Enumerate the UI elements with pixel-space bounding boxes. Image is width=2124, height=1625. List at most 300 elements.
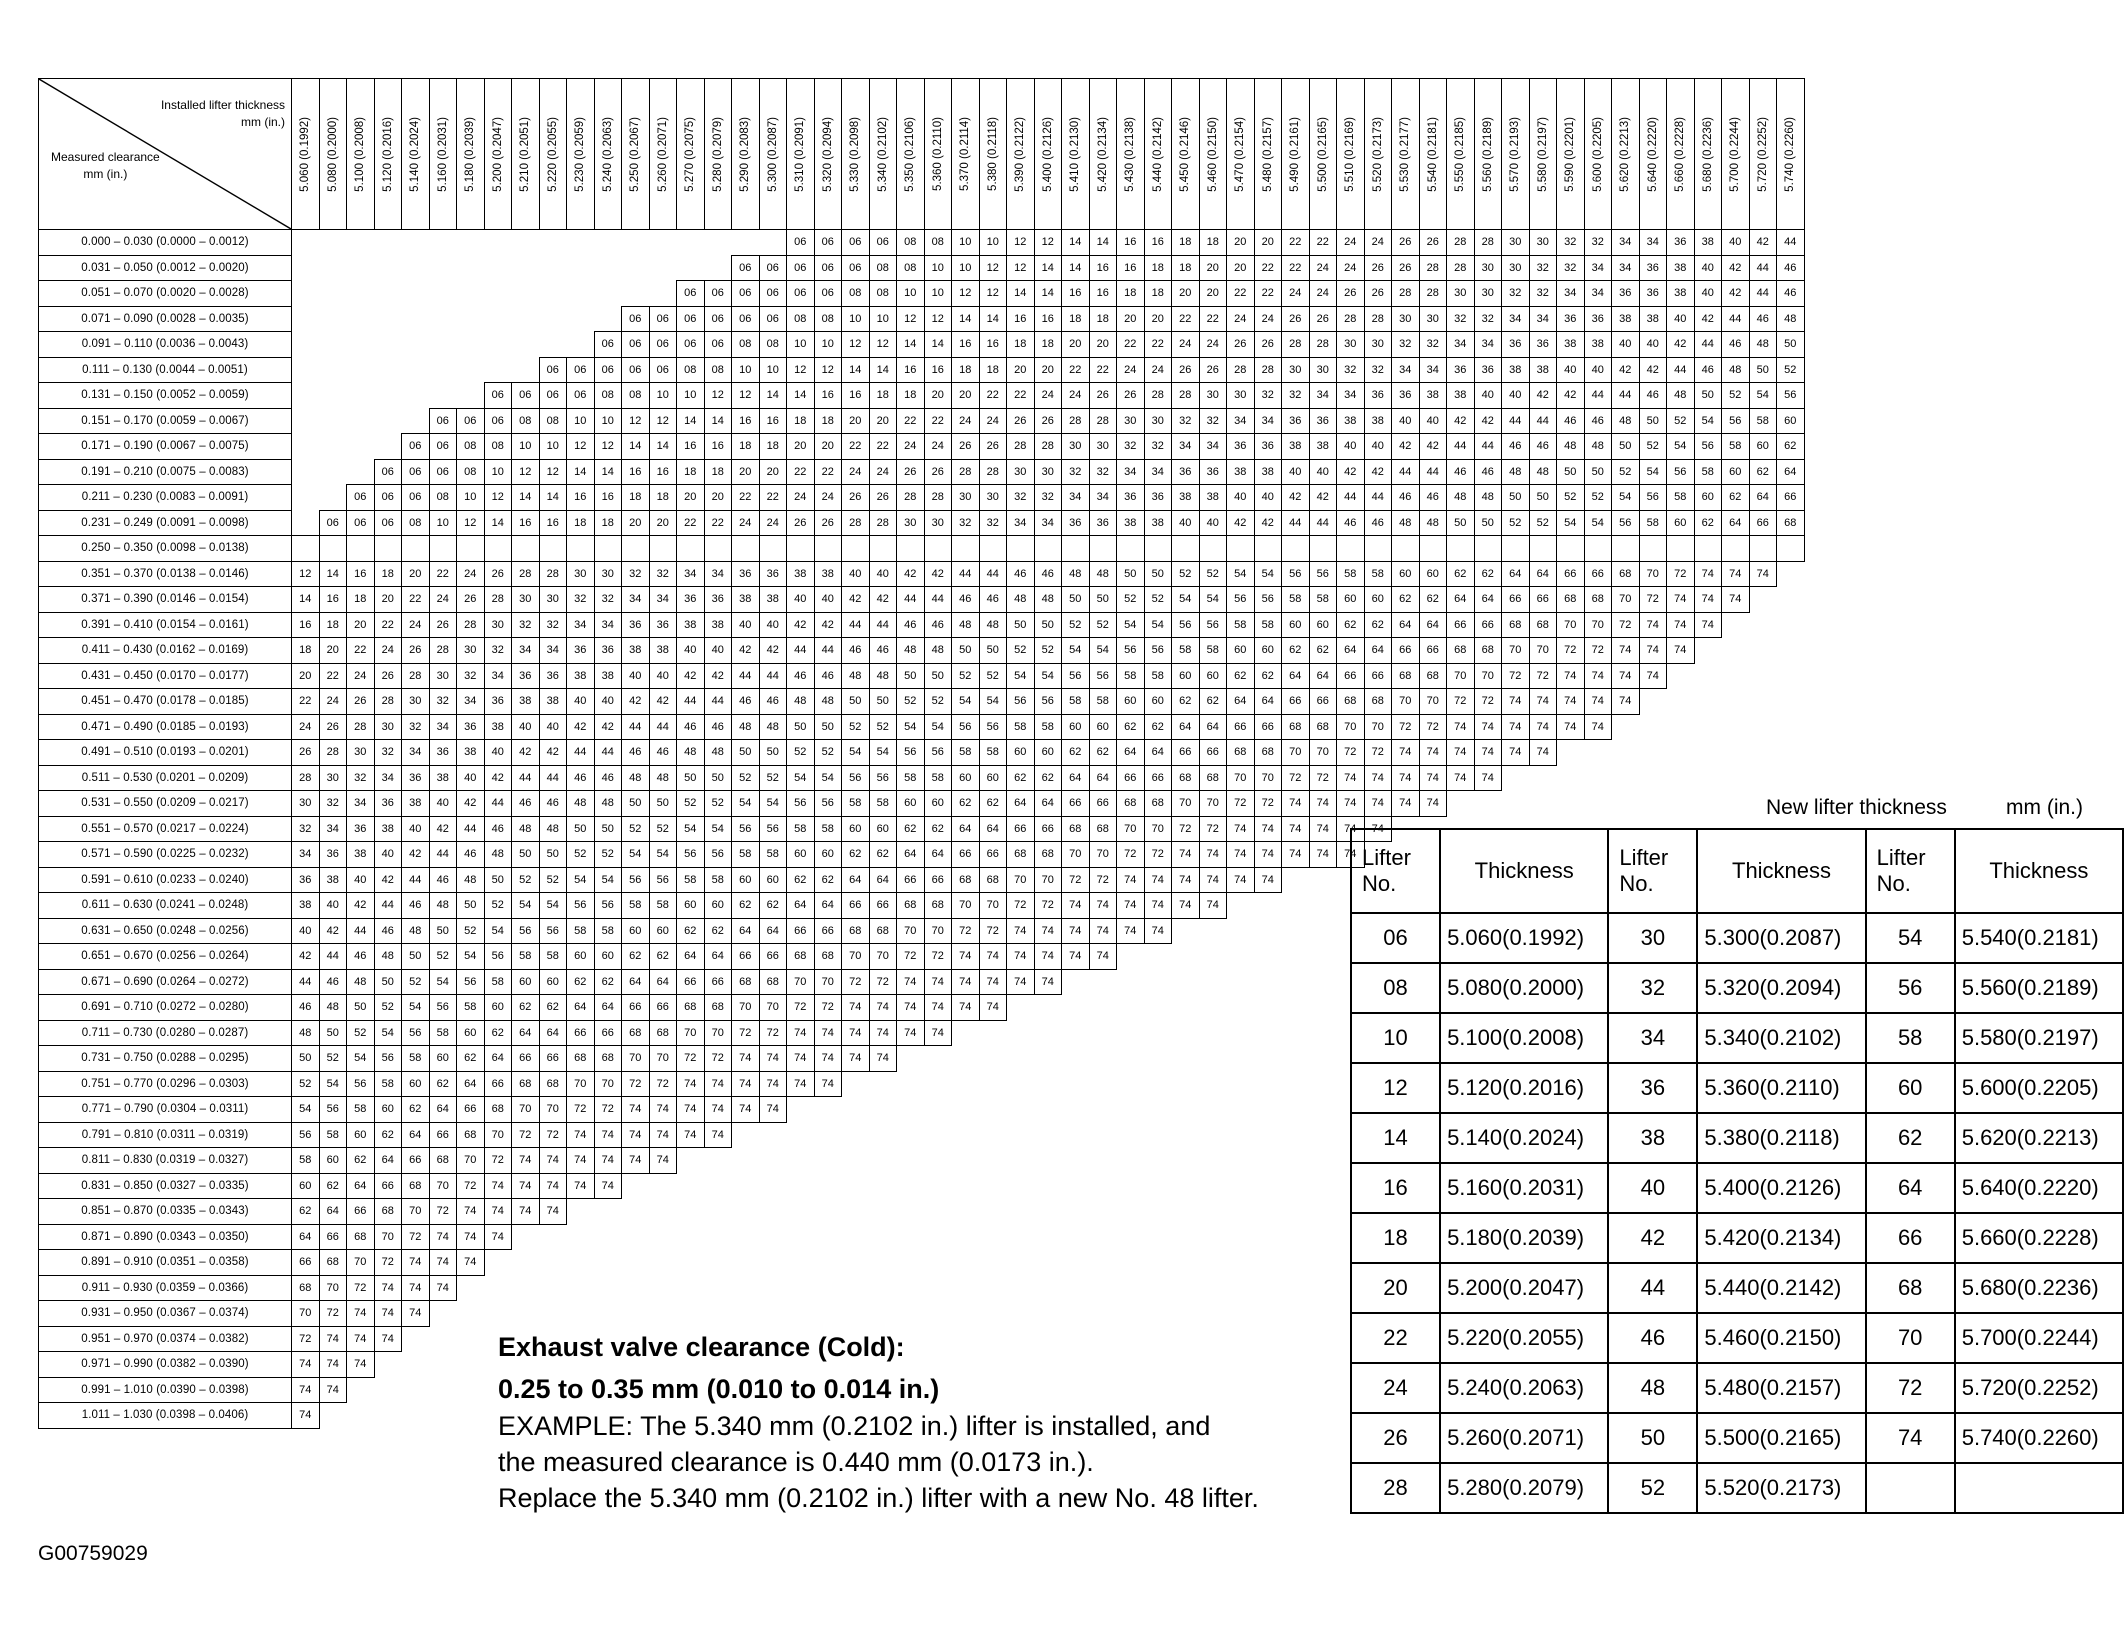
lifter-no-cell: 38 (1608, 1113, 1697, 1163)
empty-cell (649, 1250, 677, 1276)
lifter-number-cell: 10 (484, 459, 512, 485)
lifter-number-cell: 46 (677, 714, 705, 740)
table-row (39, 561, 1805, 587)
lifter-number-cell: 16 (842, 383, 870, 409)
lifter-number-cell: 60 (1117, 689, 1145, 715)
lifter-number-cell: 46 (1447, 459, 1475, 485)
lifter-number-cell: 48 (539, 816, 567, 842)
lifter-number-cell: 32 (1007, 485, 1035, 511)
lifter-number-cell: 08 (429, 485, 457, 511)
thickness-cell: 5.680(0.2236) (1955, 1263, 2123, 1313)
lifter-number-cell: 34 (1144, 459, 1172, 485)
lifter-number-cell: 62 (594, 969, 622, 995)
lifter-number-cell: 74 (1034, 944, 1062, 970)
empty-cell (429, 281, 457, 307)
lifter-number-cell: 74 (319, 1352, 347, 1378)
lifter-number-cell: 34 (1502, 306, 1530, 332)
lifter-number-cell: 72 (704, 1046, 732, 1072)
lifter-number-cell: 68 (1227, 740, 1255, 766)
lifter-number-cell: 12 (1034, 230, 1062, 256)
empty-cell (1667, 740, 1695, 766)
lifter-number-cell: 68 (457, 1122, 485, 1148)
empty-cell (1172, 1122, 1200, 1148)
lifter-number-cell: 30 (429, 663, 457, 689)
lifter-number-cell: 74 (1474, 765, 1502, 791)
empty-cell (484, 230, 512, 256)
installed-thickness-column-header (1529, 79, 1557, 230)
lifter-number-cell: 32 (1337, 357, 1365, 383)
lifter-number-cell: 38 (1612, 306, 1640, 332)
lifter-number-cell: 20 (402, 561, 430, 587)
empty-cell (1309, 918, 1337, 944)
measured-clearance-label: 0.250 – 0.350 (0.0098 – 0.0138) (39, 536, 292, 562)
thickness-cell: 5.220(0.2055) (1440, 1313, 1608, 1363)
lifter-number-cell: 60 (1254, 638, 1282, 664)
lifter-number-cell: 48 (979, 612, 1007, 638)
empty-cell (374, 332, 402, 358)
lifter-number-cell: 06 (759, 306, 787, 332)
lifter-number-cell: 12 (1007, 230, 1035, 256)
empty-cell (814, 1148, 842, 1174)
empty-cell (979, 1224, 1007, 1250)
empty-cell (402, 408, 430, 434)
lifter-number-cell (567, 536, 595, 562)
thickness-cell: 5.080(0.2000) (1440, 963, 1608, 1013)
lifter-number-cell: 68 (732, 969, 760, 995)
lifter-number-cell: 62 (897, 816, 925, 842)
lifter-number-cell: 52 (512, 867, 540, 893)
lifter-number-cell: 44 (512, 765, 540, 791)
lifter-number-cell: 58 (1199, 638, 1227, 664)
lifter-number-cell (1227, 536, 1255, 562)
lifter-number-cell: 68 (869, 918, 897, 944)
lifter-number-cell: 48 (1474, 485, 1502, 511)
installed-thickness-column-header (814, 79, 842, 230)
empty-cell (347, 281, 375, 307)
lifter-number-cell: 50 (347, 995, 375, 1021)
lifter-number-cell: 38 (594, 663, 622, 689)
empty-cell (622, 1275, 650, 1301)
empty-cell (429, 306, 457, 332)
empty-cell (1694, 663, 1722, 689)
lifter-number-cell: 68 (1062, 816, 1090, 842)
empty-cell (1117, 1148, 1145, 1174)
lifter-number-cell: 60 (1034, 740, 1062, 766)
empty-cell (1309, 1224, 1337, 1250)
lifter-number-cell: 68 (1337, 689, 1365, 715)
lifter-number-cell: 50 (512, 842, 540, 868)
lifter-number-cell: 72 (1007, 893, 1035, 919)
empty-cell (484, 306, 512, 332)
lifter-number-cell: 34 (1557, 281, 1585, 307)
lifter-number-cell: 38 (1667, 255, 1695, 281)
lifter-number-cell: 18 (787, 408, 815, 434)
lifter-number-cell: 36 (1557, 306, 1585, 332)
lifter-number-cell: 74 (704, 1122, 732, 1148)
empty-cell (979, 1275, 1007, 1301)
empty-cell (1062, 1148, 1090, 1174)
lifter-number-cell: 52 (842, 714, 870, 740)
lifter-number-cell: 54 (347, 1046, 375, 1072)
empty-cell (1034, 1122, 1062, 1148)
lifter-number-cell: 60 (649, 918, 677, 944)
lifter-number-cell: 74 (1392, 791, 1420, 817)
lifter-number-cell: 70 (1612, 587, 1640, 613)
lifter-no-cell: 44 (1608, 1263, 1697, 1313)
empty-cell (622, 1199, 650, 1225)
lifter-number-cell: 12 (814, 357, 842, 383)
lifter-number-cell: 74 (1337, 842, 1365, 868)
installed-thickness-label (161, 97, 285, 131)
lifter-number-cell: 58 (952, 740, 980, 766)
lifter-number-cell: 52 (649, 816, 677, 842)
lifter-number-cell: 62 (759, 893, 787, 919)
lifter-number-cell: 56 (1227, 587, 1255, 613)
lifter-no-cell: 40 (1608, 1163, 1697, 1213)
lifter-number-cell: 36 (1667, 230, 1695, 256)
lifter-number-cell: 60 (952, 765, 980, 791)
lifter-number-cell: 28 (1447, 230, 1475, 256)
lifter-number-cell: 06 (402, 459, 430, 485)
empty-cell (512, 1275, 540, 1301)
lifter-no-cell: 06 (1351, 913, 1440, 963)
lifter-number-cell: 52 (1529, 510, 1557, 536)
empty-cell (1282, 918, 1310, 944)
lifter-number-cell: 72 (429, 1199, 457, 1225)
lifter-number-cell: 56 (869, 765, 897, 791)
lifter-number-cell (1309, 536, 1337, 562)
empty-cell (1447, 791, 1475, 817)
empty-cell (649, 1199, 677, 1225)
empty-cell (897, 1275, 925, 1301)
empty-cell (1254, 1071, 1282, 1097)
lifter-number-cell (374, 536, 402, 562)
lifter-number-cell: 70 (429, 1173, 457, 1199)
lifter-number-cell: 74 (1034, 918, 1062, 944)
lifter-number-cell: 66 (1584, 561, 1612, 587)
lifter-number-cell: 66 (1007, 816, 1035, 842)
lifter-number-cell: 66 (952, 842, 980, 868)
lifter-number-cell: 12 (512, 459, 540, 485)
lifter-number-cell: 74 (869, 995, 897, 1021)
lifter-number-cell: 74 (292, 1377, 320, 1403)
measured-clearance-label: 0.931 – 0.950 (0.0367 – 0.0374) (39, 1301, 292, 1327)
thickness-cell: 5.700(0.2244) (1955, 1313, 2123, 1363)
thickness-cell: 5.060(0.1992) (1440, 913, 1608, 963)
lifter-number-cell: 06 (704, 306, 732, 332)
lifter-number-cell (1007, 536, 1035, 562)
lifter-number-cell: 34 (594, 612, 622, 638)
corner-bottom-line: Measured clearance (51, 150, 160, 164)
empty-cell (292, 485, 320, 511)
lifter-number-cell: 60 (347, 1122, 375, 1148)
column-header-label: 5.370 (0.2114) (959, 117, 972, 191)
lifter-number-cell: 52 (979, 663, 1007, 689)
lifter-number-cell: 72 (1667, 561, 1695, 587)
lifter-number-cell: 52 (567, 842, 595, 868)
lifter-number-cell: 60 (374, 1097, 402, 1123)
lifter-number-cell: 70 (787, 969, 815, 995)
lifter-number-cell: 46 (539, 791, 567, 817)
lifter-number-cell: 70 (1034, 867, 1062, 893)
lifter-number-cell: 20 (622, 510, 650, 536)
lifter-number-cell: 40 (319, 893, 347, 919)
empty-cell (1254, 944, 1282, 970)
installed-thickness-column-header (429, 79, 457, 230)
empty-cell (567, 1275, 595, 1301)
empty-cell (374, 255, 402, 281)
lifter-number-cell: 06 (677, 281, 705, 307)
empty-cell (677, 1148, 705, 1174)
lifter-number-cell: 16 (732, 408, 760, 434)
lifter-number-cell: 70 (1227, 765, 1255, 791)
lifter-number-cell: 14 (539, 485, 567, 511)
empty-cell (402, 1352, 430, 1378)
lifter-number-cell: 74 (1584, 663, 1612, 689)
empty-cell (704, 1275, 732, 1301)
measured-clearance-label: 0.351 – 0.370 (0.0138 – 0.0146) (39, 561, 292, 587)
lifter-number-cell: 74 (512, 1148, 540, 1174)
empty-cell (484, 332, 512, 358)
lifter-number-cell: 54 (787, 765, 815, 791)
lifter-number-cell: 62 (1309, 638, 1337, 664)
lifter-number-cell: 46 (897, 612, 925, 638)
empty-cell (457, 1326, 485, 1352)
empty-cell (1694, 689, 1722, 715)
empty-cell (1172, 1224, 1200, 1250)
lifter-number-cell: 26 (1364, 281, 1392, 307)
empty-cell (1749, 638, 1777, 664)
empty-cell (897, 1071, 925, 1097)
lifter-number-cell: 40 (402, 816, 430, 842)
column-header-label: 5.120 (0.2016) (381, 116, 394, 192)
table-row (39, 638, 1805, 664)
column-header-label: 5.390 (0.2122) (1014, 116, 1027, 192)
empty-cell (484, 1275, 512, 1301)
measured-clearance-label: 0.211 – 0.230 (0.0083 – 0.0091) (39, 485, 292, 511)
lifter-number-cell: 66 (1337, 663, 1365, 689)
lifter-number-cell: 16 (1034, 306, 1062, 332)
empty-cell (1309, 1046, 1337, 1072)
lifter-number-cell: 18 (1172, 230, 1200, 256)
lifter-number-cell: 66 (1529, 587, 1557, 613)
lifter-number-cell: 32 (1419, 332, 1447, 358)
lifter-number-cell: 70 (1144, 816, 1172, 842)
empty-cell (402, 1377, 430, 1403)
lifter-number-cell: 18 (704, 459, 732, 485)
empty-cell (649, 255, 677, 281)
empty-cell (1062, 1071, 1090, 1097)
lifter-number-cell: 56 (704, 842, 732, 868)
lifter-number-cell: 72 (649, 1071, 677, 1097)
lifter-number-cell: 36 (1282, 408, 1310, 434)
column-header-label: 5.330 (0.2098) (849, 116, 862, 192)
lifter-number-cell: 58 (1364, 561, 1392, 587)
lifter-number-cell: 06 (677, 306, 705, 332)
empty-cell (622, 255, 650, 281)
lifter-number-cell: 48 (484, 842, 512, 868)
lifter-number-cell: 40 (1639, 332, 1667, 358)
lifter-number-cell: 20 (787, 434, 815, 460)
empty-cell (567, 1301, 595, 1327)
lifter-number-cell: 74 (649, 1148, 677, 1174)
lifter-number-cell: 74 (1364, 765, 1392, 791)
lifter-number-cell: 68 (1282, 714, 1310, 740)
lifter-number-cell: 74 (1639, 612, 1667, 638)
lifter-number-cell: 24 (1309, 281, 1337, 307)
figure-id: G00759029 (38, 1542, 148, 1565)
measured-clearance-label: 0.391 – 0.410 (0.0154 – 0.0161) (39, 612, 292, 638)
lifter-number-cell: 74 (347, 1352, 375, 1378)
table-row (1351, 1363, 2123, 1413)
lifter-number-cell: 66 (649, 995, 677, 1021)
lifter-number-cell: 64 (1447, 587, 1475, 613)
empty-cell (567, 255, 595, 281)
lifter-number-cell: 46 (374, 918, 402, 944)
lifter-number-cell: 56 (374, 1046, 402, 1072)
lifter-number-cell: 06 (567, 383, 595, 409)
column-header-label: 5.530 (0.2177) (1399, 116, 1412, 192)
lifter-number-cell: 66 (924, 867, 952, 893)
column-header-label: 5.080 (0.2000) (326, 116, 339, 192)
table-row (39, 536, 1805, 562)
lifter-number-cell: 56 (292, 1122, 320, 1148)
empty-cell (952, 1046, 980, 1072)
empty-cell (1254, 1250, 1282, 1276)
lifter-number-cell: 60 (1172, 663, 1200, 689)
empty-cell (1034, 1173, 1062, 1199)
lifter-number-cell: 10 (842, 306, 870, 332)
lifter-number-cell: 30 (1419, 306, 1447, 332)
column-header-label: 5.260 (0.2071) (656, 116, 669, 192)
lifter-number-cell: 08 (457, 459, 485, 485)
lifter-number-cell: 72 (457, 1173, 485, 1199)
lifter-number-cell: 38 (347, 842, 375, 868)
lifter-number-cell: 34 (1062, 485, 1090, 511)
lifter-number-cell: 44 (484, 791, 512, 817)
empty-cell (1282, 1301, 1310, 1327)
lifter-number-cell: 34 (1447, 332, 1475, 358)
lifter-number-cell: 74 (374, 1301, 402, 1327)
empty-cell (402, 230, 430, 256)
empty-cell (402, 1403, 430, 1429)
lifter-number-cell: 64 (1419, 612, 1447, 638)
measured-clearance-label: 0.991 – 1.010 (0.0390 – 0.0398) (39, 1377, 292, 1403)
lifter-number-cell: 74 (484, 1173, 512, 1199)
lifter-number-cell: 20 (952, 383, 980, 409)
lifter-number-cell: 40 (292, 918, 320, 944)
lifter-number-cell (1502, 536, 1530, 562)
lifter-number-cell: 72 (402, 1224, 430, 1250)
empty-cell (1282, 867, 1310, 893)
lifter-number-cell: 38 (814, 561, 842, 587)
empty-cell (292, 230, 320, 256)
table-row (39, 791, 1805, 817)
lifter-no-cell: 10 (1351, 1013, 1440, 1063)
lifter-number-cell: 50 (622, 791, 650, 817)
lifter-number-cell: 06 (539, 357, 567, 383)
lifter-number-cell: 60 (842, 816, 870, 842)
lifter-number-cell: 52 (402, 969, 430, 995)
lifter-number-cell: 26 (1309, 306, 1337, 332)
empty-cell (1667, 765, 1695, 791)
lifter-number-cell: 48 (402, 918, 430, 944)
lifter-number-cell: 24 (1337, 230, 1365, 256)
lifter-number-cell: 40 (704, 638, 732, 664)
lifter-number-cell: 62 (1447, 561, 1475, 587)
lifter-number-cell: 34 (484, 663, 512, 689)
lifter-number-cell: 64 (1364, 638, 1392, 664)
table-row (39, 434, 1805, 460)
lifter-number-cell: 74 (539, 1173, 567, 1199)
lifter-number-cell: 66 (1172, 740, 1200, 766)
empty-cell (429, 255, 457, 281)
thickness-cell: 5.280(0.2079) (1440, 1463, 1608, 1513)
lifter-number-cell: 68 (402, 1173, 430, 1199)
lifter-number-cell: 60 (869, 816, 897, 842)
empty-cell (1034, 1250, 1062, 1276)
empty-cell (1199, 969, 1227, 995)
lifter-number-cell: 34 (1089, 485, 1117, 511)
empty-cell (1584, 791, 1612, 817)
empty-cell (1199, 918, 1227, 944)
lifter-number-cell: 66 (292, 1250, 320, 1276)
lifter-number-cell: 36 (732, 561, 760, 587)
lifter-number-cell: 62 (1364, 612, 1392, 638)
empty-cell (319, 459, 347, 485)
lifter-number-cell: 64 (1749, 485, 1777, 511)
lifter-number-cell: 72 (1254, 791, 1282, 817)
lifter-number-cell: 36 (1172, 459, 1200, 485)
empty-cell (1749, 612, 1777, 638)
lifter-number-cell: 48 (1089, 561, 1117, 587)
lifter-number-cell: 24 (1254, 306, 1282, 332)
lifter-number-cell: 56 (1309, 561, 1337, 587)
column-header-label: 5.740 (0.2260) (1784, 116, 1797, 192)
empty-cell (484, 255, 512, 281)
lifter-number-cell: 20 (814, 434, 842, 460)
lifter-number-cell: 74 (1447, 740, 1475, 766)
lifter-number-cell: 30 (1007, 459, 1035, 485)
empty-cell (952, 1199, 980, 1225)
lifter-number-cell: 74 (1309, 842, 1337, 868)
lifter-number-cell: 64 (869, 867, 897, 893)
lifter-number-cell: 32 (1034, 485, 1062, 511)
empty-cell (1639, 740, 1667, 766)
empty-cell (594, 1250, 622, 1276)
installed-thickness-column-header (402, 79, 430, 230)
lifter-no-cell: 70 (1866, 1313, 1955, 1363)
lifter-number-cell: 58 (292, 1148, 320, 1174)
lifter-number-cell: 46 (649, 740, 677, 766)
lifter-number-cell: 74 (842, 1046, 870, 1072)
measured-clearance-label: 1.011 – 1.030 (0.0398 – 0.0406) (39, 1403, 292, 1429)
lifter-number-cell: 12 (457, 510, 485, 536)
empty-cell (1557, 765, 1585, 791)
lifter-number-cell: 54 (429, 969, 457, 995)
lifter-number-cell: 46 (484, 816, 512, 842)
thickness-cell: 5.320(0.2094) (1697, 963, 1865, 1013)
thickness-header: Thickness (1955, 829, 2123, 913)
lifter-number-cell: 16 (1062, 281, 1090, 307)
lifter-number-cell: 06 (814, 255, 842, 281)
empty-cell (1474, 791, 1502, 817)
empty-cell (1694, 765, 1722, 791)
lifter-number-cell: 10 (457, 485, 485, 511)
lifter-number-cell: 40 (759, 612, 787, 638)
empty-cell (1117, 1199, 1145, 1225)
lifter-number-cell: 28 (292, 765, 320, 791)
